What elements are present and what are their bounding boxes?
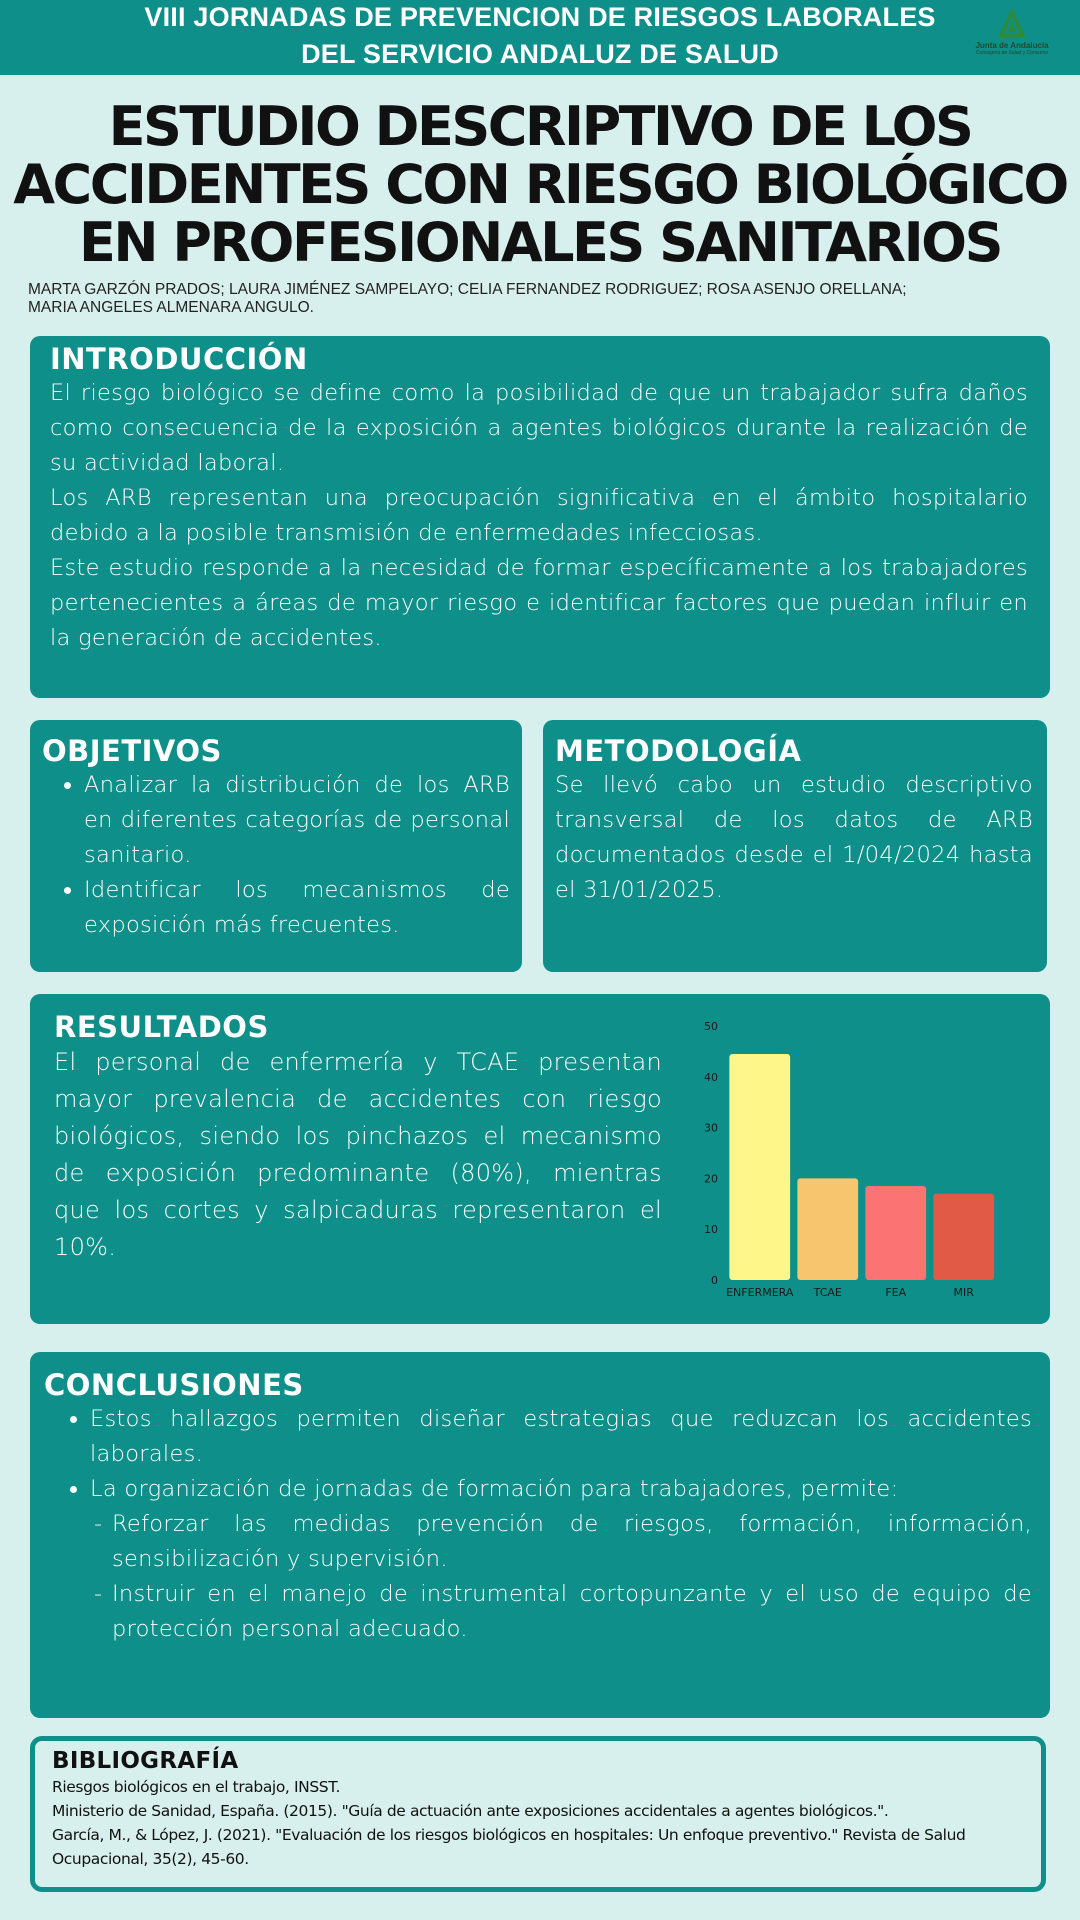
- conclusiones-list: [44, 1402, 1032, 1647]
- objetivos-heading: OBJETIVOS: [42, 734, 222, 768]
- y-tick-label: 10: [704, 1223, 718, 1237]
- introduccion-paragraph-2: Los ARB representan una preocupación significativa en el ámbito hospitalario debido a la posible transmisión de enfermedades infecciosas.: [50, 485, 1028, 546]
- logo-name: Junta de Andalucía: [975, 41, 1049, 50]
- introduccion-paragraph-3: Este estudio responde a la necesidad de formar específicamente a los trabajadores pertenecientes a áreas de mayor riesgo e identificar factores que puedan influir en la generación de accidentes.: [50, 555, 1028, 651]
- authors: [28, 281, 1028, 317]
- header-line-1: VIII JORNADAS DE PREVENCION DE RIESGOS LABORALES: [144, 2, 936, 32]
- resultados-section: [30, 994, 1050, 1324]
- bibliografia-reference: Riesgos biológicos en el trabajo, INSST.: [52, 1778, 340, 1796]
- y-tick-label: 30: [704, 1121, 718, 1135]
- y-tick-label: 50: [704, 1020, 718, 1033]
- bar-tcae: [797, 1178, 858, 1280]
- y-tick-label: 0: [711, 1274, 718, 1287]
- x-tick-label: MIR: [953, 1286, 974, 1299]
- title-line-3: EN PROFESIONALES SANITARIOS: [79, 211, 1001, 274]
- authors-line-2: MARIA ANGELES ALMENARA ANGULO.: [28, 299, 314, 316]
- metodologia-section: [543, 720, 1047, 972]
- resultados-heading: RESULTADOS: [54, 1010, 269, 1044]
- bibliografia-section: [30, 1736, 1046, 1892]
- x-tick-label: FEA: [885, 1286, 907, 1299]
- header-bar: [0, 0, 1080, 75]
- bar-mir: [933, 1194, 994, 1280]
- x-tick-label: TCAE: [813, 1286, 842, 1299]
- resultados-text: El personal de enfermería y TCAE presentan mayor prevalencia de accidentes con riesgo biológicos, siendo los pinchazos el mecanismo de exposición predominante (80%), mientras que los cortes y salpicaduras representaron el 10%.: [54, 1048, 662, 1261]
- title-line-2: ACCIDENTES CON RIESGO BIOLÓGICO: [13, 153, 1067, 216]
- metodologia-heading: METODOLOGÍA: [555, 734, 802, 768]
- title-line-1: ESTUDIO DESCRIPTIVO DE LOS: [108, 95, 972, 158]
- bibliografia-reference: García, M., & López, J. (2021). "Evaluación de los riesgos biológicos en hospitales: Un enfoque preventivo." Revista de Salud Ocupacional, 35(2), 45-60.: [52, 1826, 966, 1868]
- introduccion-heading: INTRODUCCIÓN: [50, 342, 308, 376]
- conclusiones-item: [90, 1472, 1032, 1647]
- resultados-bar-chart: [690, 1006, 1030, 1306]
- objetivos-item: • Analizar la distribución de los ARB en diferentes categorías de personal sanitario.: [84, 768, 510, 873]
- junta-andalucia-logo: [972, 6, 1052, 66]
- metodologia-text: Se llevó cabo un estudio descriptivo transversal de los datos de ARB documentados desde el 1/04/2024 hasta el 31/01/2025.: [555, 772, 1033, 903]
- conclusiones-heading: CONCLUSIONES: [44, 1368, 304, 1402]
- x-tick-label: ENFERMERA: [726, 1286, 794, 1299]
- introduccion-section: [30, 336, 1050, 698]
- introduccion-body: [50, 376, 1028, 656]
- logo-subtitle: Consejería de Salud y Consumo: [976, 50, 1048, 56]
- poster-title: [0, 95, 1080, 274]
- bar-enfermera: [729, 1054, 790, 1280]
- bibliografia-heading: BIBLIOGRAFÍA: [52, 1748, 239, 1774]
- objetivos-item: • Identificar los mecanismos de exposición más frecuentes.: [84, 873, 510, 943]
- bibliografia-reference: Ministerio de Sanidad, España. (2015). "Guía de actuación ante exposiciones accidentales a agentes biológicos.".: [52, 1802, 889, 1820]
- bar-fea: [865, 1186, 926, 1280]
- y-tick-label: 20: [704, 1172, 718, 1186]
- conclusiones-subitem: - Reforzar las medidas prevención de riesgos, formación, información, sensibilización y supervisión.: [112, 1507, 1032, 1577]
- conclusiones-section: [30, 1352, 1050, 1718]
- conclusiones-subitem: - Instruir en el manejo de instrumental cortopunzante y el uso de equipo de protección personal adecuado.: [112, 1577, 1032, 1647]
- conclusiones-sublist: [90, 1507, 1032, 1647]
- y-tick-label: 40: [704, 1070, 718, 1084]
- objetivos-list: [42, 768, 510, 943]
- objetivos-section: [30, 720, 522, 972]
- conclusiones-item-text: La organización de jornadas de formación para trabajadores, permite:: [90, 1476, 899, 1502]
- authors-line-1: MARTA GARZÓN PRADOS; LAURA JIMÉNEZ SAMPELAYO; CELIA FERNANDEZ RODRIGUEZ; ROSA ASENJO ORELLANA;: [28, 281, 907, 298]
- header-line-2: DEL SERVICIO ANDALUZ DE SALUD: [301, 39, 779, 69]
- conclusiones-item: • Estos hallazgos permiten diseñar estrategias que reduzcan los accidentes laborales.: [90, 1402, 1032, 1472]
- introduccion-paragraph-1: El riesgo biológico se define como la posibilidad de que un trabajador sufra daños como consecuencia de la exposición a agentes biológicos durante la realización de su actividad laboral.: [50, 380, 1028, 476]
- logo-emblem-icon: [995, 6, 1029, 40]
